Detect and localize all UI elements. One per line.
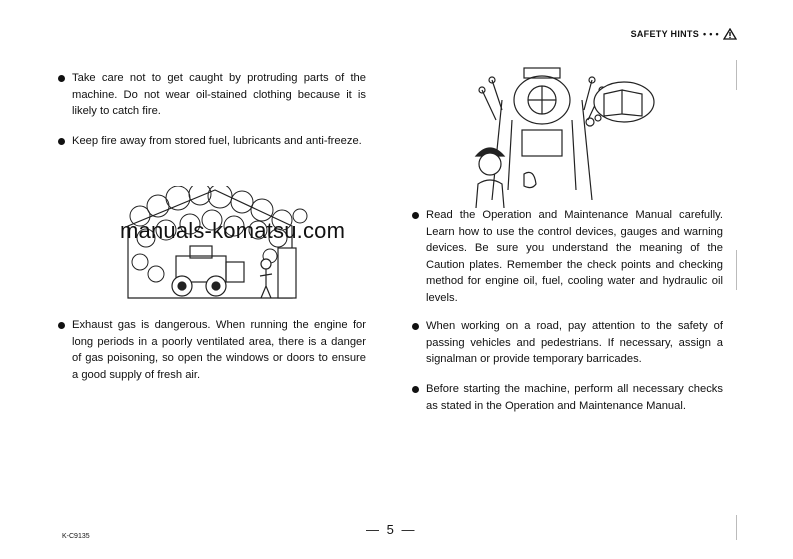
warning-triangle-icon	[723, 28, 737, 40]
operator-reading-manual-illustration	[462, 60, 662, 210]
watermark: manuals-komatsu.com	[120, 218, 346, 243]
scan-mark	[736, 60, 737, 90]
bullet-item	[72, 133, 366, 150]
bullet-text: When working on a road, pay attention to the safety of passing vehicles and pedestrians. If necessary, assign a signalman or provide temporary barricades.	[426, 320, 723, 366]
bullet-item	[426, 207, 723, 307]
bullet-item	[72, 70, 366, 120]
bullet-dot	[412, 212, 419, 219]
bullet-dot	[412, 386, 419, 393]
page-number: — 5 —	[366, 522, 417, 537]
bullet-text: Keep fire away from stored fuel, lubricants and anti-freeze.	[72, 135, 362, 147]
scan-mark	[736, 250, 737, 290]
bullet-dot	[412, 323, 419, 330]
section-title: SAFETY HINTS	[630, 29, 700, 39]
page-header	[631, 28, 737, 40]
bullet-dot	[58, 322, 65, 329]
scan-mark	[736, 515, 737, 540]
bullet-dot	[58, 138, 65, 145]
bullet-text: Exhaust gas is dangerous. When running the engine for long periods in a poorly ventilated area, there is a danger of gas poisoning, so open the windows or doors to ensure a good supply of fresh air.	[72, 319, 366, 381]
bullet-item	[426, 318, 723, 368]
bullet-text: Before starting the machine, perform all necessary checks as stated in the Operation and Maintenance Manual.	[426, 383, 723, 412]
document-code: K-C9135	[62, 533, 90, 540]
bullet-text: Take care not to get caught by protruding parts of the machine. Do not wear oil-stained clothing because it is likely to catch fire.	[72, 72, 366, 118]
bullet-text: Read the Operation and Maintenance Manual carefully. Learn how to use the control devices, gauges and warning devices. Be sure you understand the meaning of the Caution plates. Remember the check points and checking method for engine oil, fuel, cooling water and hydraulic oil levels.	[426, 209, 723, 304]
bullet-item	[72, 317, 366, 383]
header-dots: • • •	[703, 29, 719, 39]
garage-exhaust-illustration	[120, 186, 320, 306]
bullet-dot	[58, 75, 65, 82]
bullet-item	[426, 381, 723, 414]
